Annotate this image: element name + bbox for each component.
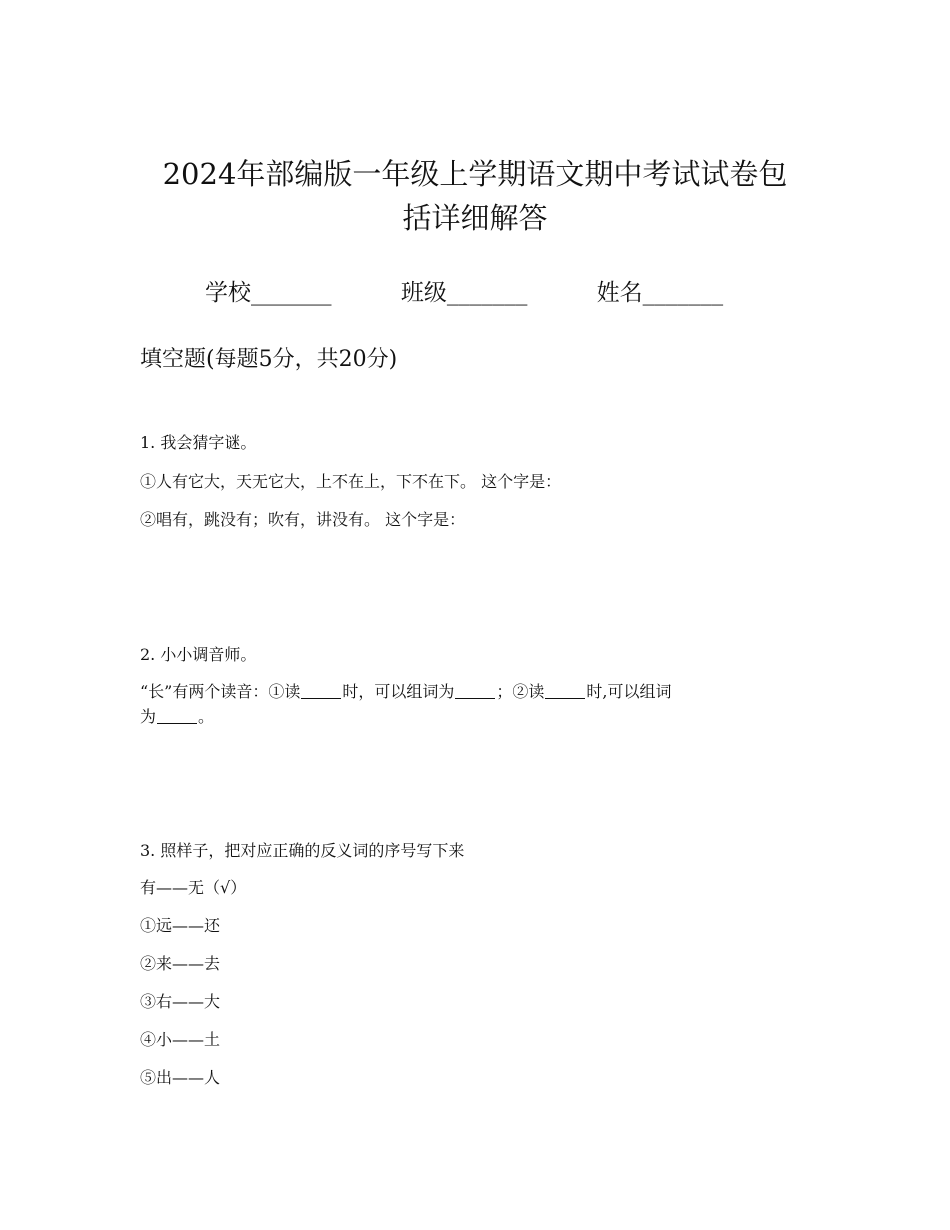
title-line-2: 括详细解答: [402, 201, 548, 235]
question-3-option: ③右——大: [140, 992, 221, 1011]
question-3-option: ⑤出——人: [140, 1068, 221, 1087]
answer-blank: [157, 705, 197, 724]
document-title: [0, 152, 950, 240]
student-info-row: [205, 276, 723, 310]
section-heading: 填空题(每题5分，共20分): [140, 347, 398, 372]
question-3-option: ②来——去: [140, 954, 221, 973]
question-2-line-1: [140, 680, 672, 704]
question-1-item-2: ②唱有，跳没有；吹有，讲没有。 这个字是：: [140, 510, 466, 529]
question-2-line-2: [140, 705, 214, 729]
answer-blank: [455, 680, 495, 699]
question-1-item-1: ①人有它大，天无它大，上不在上，下不在下。 这个字是：: [140, 472, 562, 491]
question-2-text-e: 为: [140, 707, 157, 726]
question-3-option: ④小——土: [140, 1030, 221, 1049]
question-2-text-a: “长”有两个读音：①读: [140, 682, 301, 701]
question-2-stem: 2. 小小调音师。: [140, 645, 257, 664]
school-field: 学校_______: [205, 280, 332, 306]
question-2-text-b: 时，可以组词为: [342, 682, 455, 701]
class-field: 班级_______: [400, 280, 528, 306]
question-2-text-d: 时,可以组词: [586, 682, 672, 701]
name-field: 姓名_______: [596, 280, 724, 306]
question-3-stem: 3. 照样子，把对应正确的反义词的序号写下来: [140, 841, 465, 860]
answer-blank: [301, 680, 341, 699]
question-3-option: ①远——还: [140, 916, 221, 935]
question-3-example: 有——无（√）: [140, 878, 247, 897]
question-2-text-c: ；②读: [496, 682, 545, 701]
question-1-stem: 1. 我会猜字谜。: [140, 433, 257, 452]
answer-blank: [545, 680, 585, 699]
title-line-1: 2024年部编版一年级上学期语文期中考试试卷包: [162, 157, 788, 191]
question-2-text-f: 。: [198, 707, 215, 726]
